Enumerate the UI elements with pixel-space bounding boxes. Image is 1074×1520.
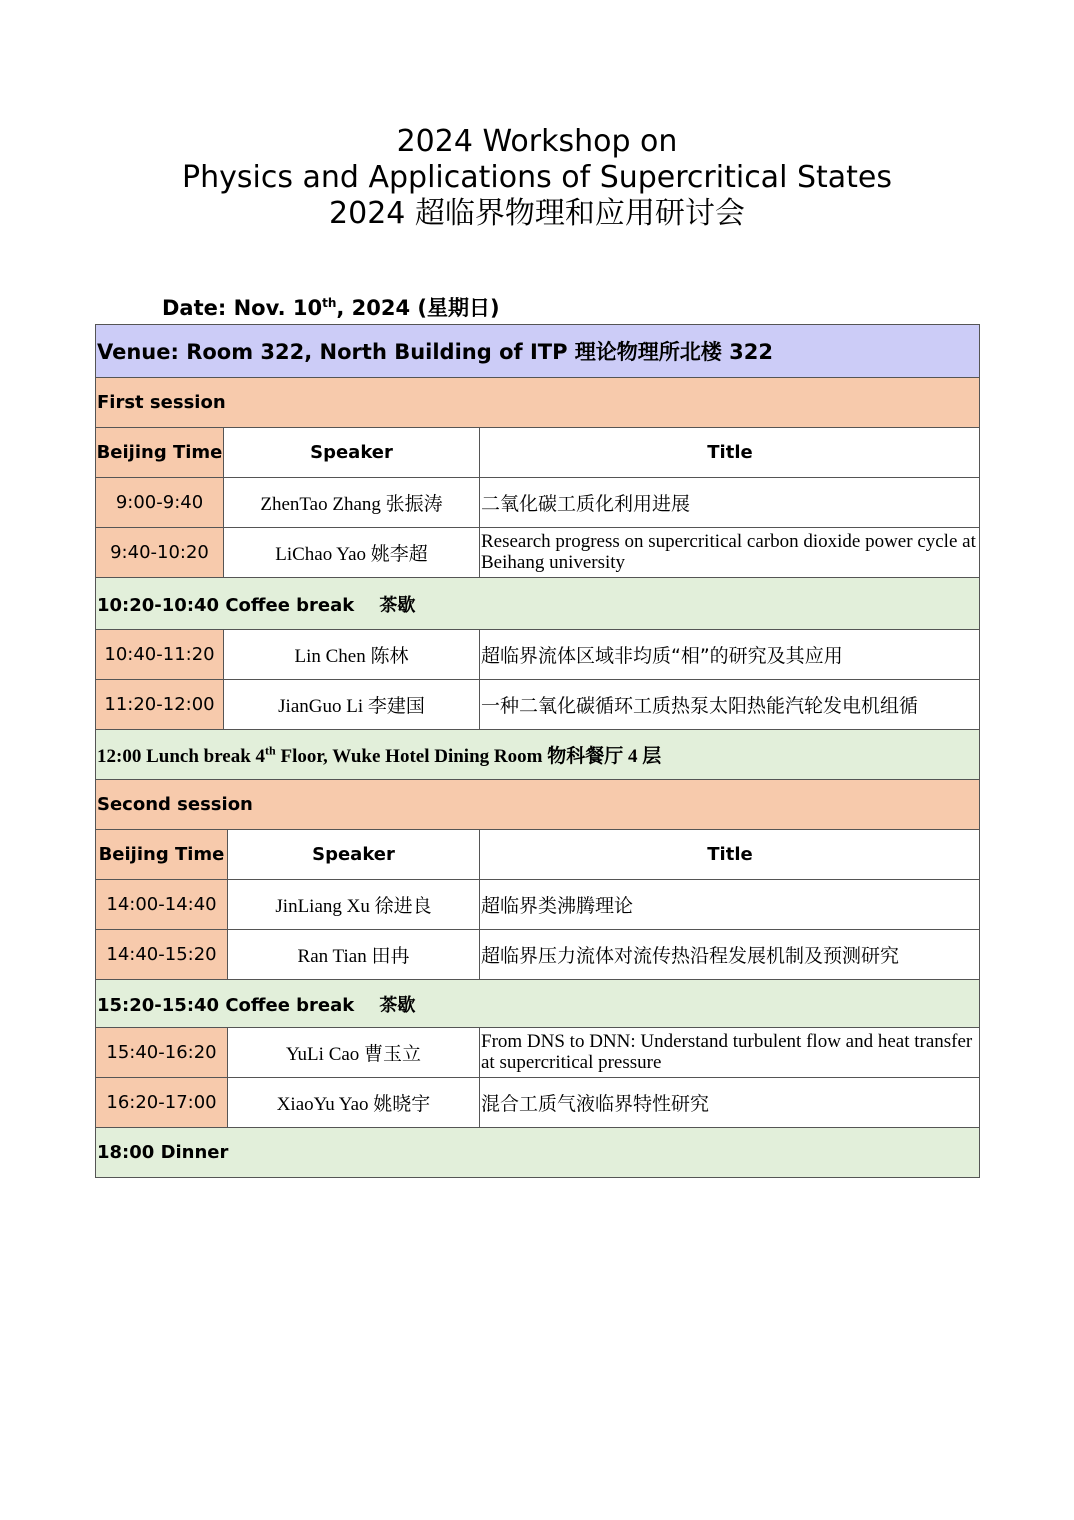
header-time: Beijing Time [96, 442, 223, 463]
coffee-break-row [96, 578, 980, 630]
talk-time: 14:00-14:40 [106, 894, 217, 915]
lunch-row [96, 730, 980, 780]
talk-time: 15:40-16:20 [106, 1042, 217, 1063]
talk-speaker: Lin Chen 陈林 [294, 646, 409, 667]
talk-title: Research progress on supercritical carbon dioxide power cycle at Beihang university [481, 531, 976, 573]
talk-speaker: LiChao Yao 姚李超 [275, 544, 428, 565]
document-title [0, 124, 1074, 232]
header-title: Title [707, 844, 753, 865]
talk-title: 一种二氧化碳循环工质热泵太阳热能汽轮发电机组循 [481, 695, 919, 717]
table-row [96, 880, 980, 930]
date-suffix: , 2024 (星期日) [336, 296, 500, 320]
talk-title: 超临界压力流体对流传热沿程发展机制及预测研究 [481, 945, 900, 967]
talk-time: 16:20-17:00 [106, 1092, 217, 1113]
title-line-1: 2024 Workshop on [396, 124, 678, 159]
table-row [96, 528, 980, 578]
table-row [96, 1078, 980, 1128]
table-row [96, 630, 980, 680]
talk-speaker: JianGuo Li 李建国 [278, 696, 425, 717]
coffee-break-row [96, 980, 980, 1028]
header-title: Title [707, 442, 753, 463]
date-prefix: Date: Nov. 10 [162, 296, 323, 320]
schedule-table [95, 324, 980, 1178]
table-row [96, 478, 980, 528]
table-header-row [96, 428, 980, 478]
venue-row [96, 325, 980, 378]
header-speaker: Speaker [312, 844, 395, 865]
date-line [162, 292, 500, 322]
talk-speaker: YuLi Cao 曹玉立 [285, 1044, 422, 1065]
title-line-2: Physics and Applications of Supercritical States [182, 160, 892, 195]
talk-speaker: ZhenTao Zhang 张振涛 [260, 494, 443, 515]
dinner-text: 18:00 Dinner [97, 1142, 229, 1163]
talk-time: 10:40-11:20 [104, 644, 215, 665]
talk-speaker: JinLiang Xu 徐进良 [275, 896, 432, 917]
session-label: Second session [97, 794, 253, 815]
session-label: First session [97, 392, 226, 413]
coffee-break-text: 15:20-15:40 Coffee break 茶歇 [97, 994, 416, 1016]
table-row [96, 680, 980, 730]
lunch-prefix: 12:00 Lunch break 4 [97, 746, 266, 767]
header-speaker: Speaker [310, 442, 393, 463]
table-header-row [96, 830, 980, 880]
table-row [96, 930, 980, 980]
lunch-suffix: Floor, Wuke Hotel Dining Room 物科餐厅 4 层 [275, 746, 662, 767]
session-row [96, 780, 980, 830]
talk-title: 混合工质气液临界特性研究 [481, 1093, 710, 1115]
talk-time: 9:40-10:20 [110, 542, 209, 563]
talk-time: 11:20-12:00 [104, 694, 215, 715]
table-row [96, 1028, 980, 1078]
talk-title: 超临界流体区域非均质“相”的研究及其应用 [481, 645, 843, 667]
date-sup: th [322, 296, 337, 310]
title-line-3: 2024 超临界物理和应用研讨会 [329, 196, 745, 231]
lunch-text [97, 741, 661, 768]
talk-speaker: Ran Tian 田冉 [297, 946, 410, 967]
lunch-sup: th [265, 743, 276, 758]
talk-title: From DNS to DNN: Understand turbulent flow and heat transfer at supercritical pressure [481, 1031, 973, 1073]
coffee-break-text: 10:20-10:40 Coffee break 茶歇 [97, 594, 416, 616]
venue-text: Venue: Room 322, North Building of ITP 理论物理所北楼 322 [97, 340, 773, 364]
talk-time: 9:00-9:40 [115, 492, 204, 513]
talk-title: 超临界类沸腾理论 [481, 895, 634, 917]
talk-time: 14:40-15:20 [106, 944, 217, 965]
session-row [96, 378, 980, 428]
header-time: Beijing Time [98, 844, 225, 865]
dinner-row [96, 1128, 980, 1178]
talk-title: 二氧化碳工质化利用进展 [481, 493, 691, 515]
talk-speaker: XiaoYu Yao 姚晓宇 [276, 1094, 431, 1115]
